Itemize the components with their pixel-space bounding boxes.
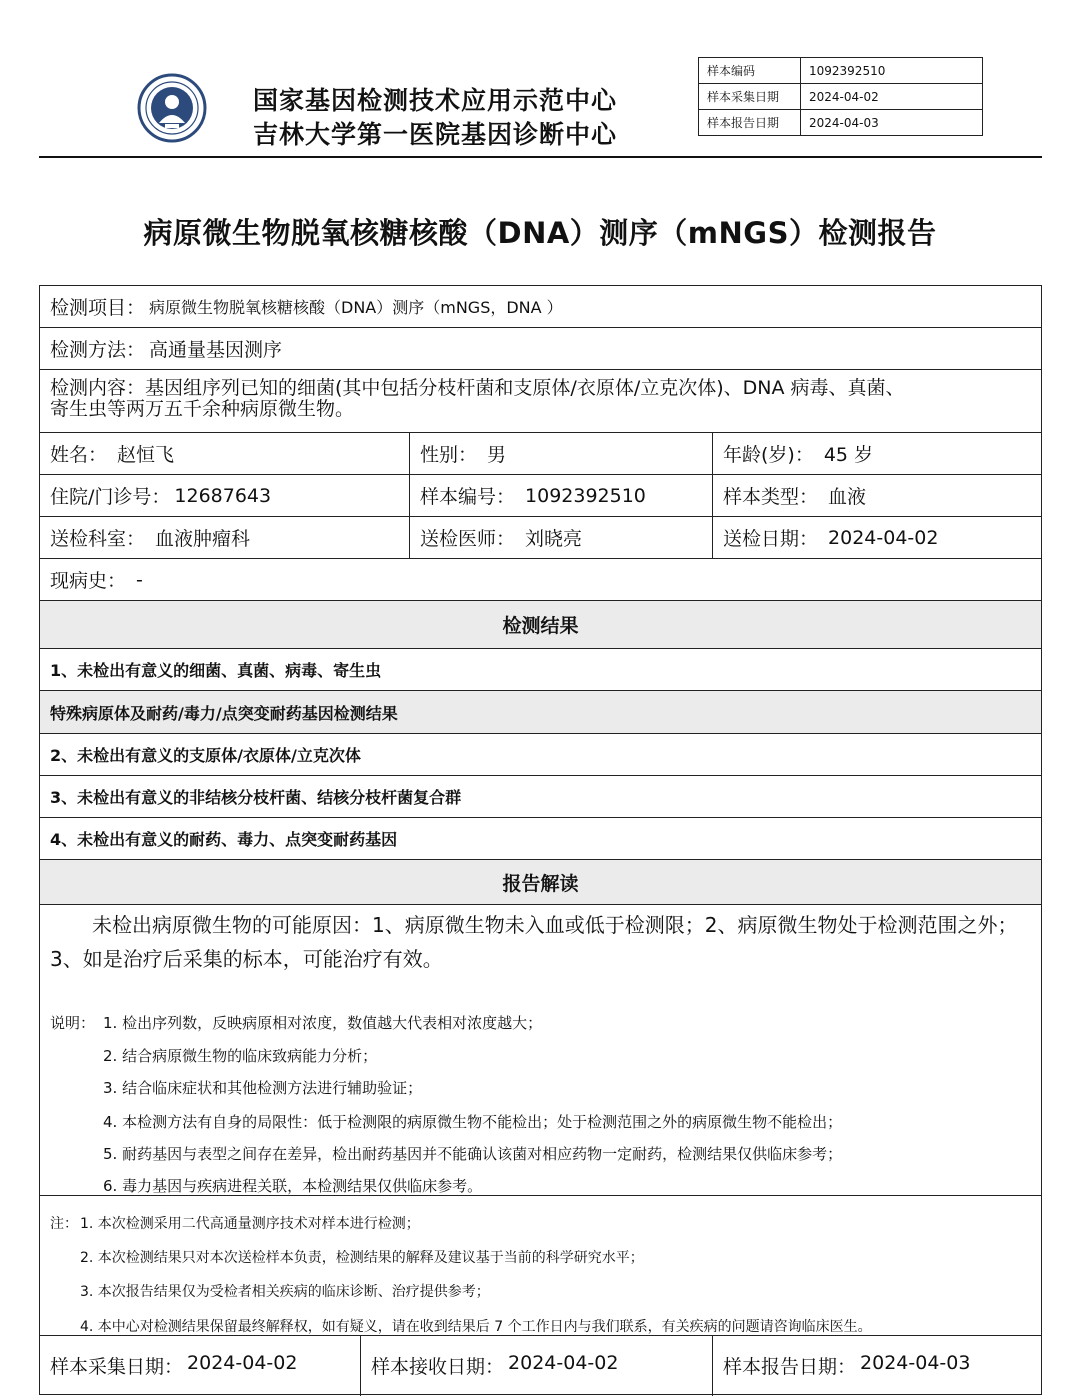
age-label: 年龄(岁)： <box>723 444 814 466</box>
dept: 血液肿瘤科 <box>155 528 251 550</box>
header-divider <box>39 156 1042 158</box>
patient-name: 赵恒飞 <box>117 444 175 466</box>
meta-row-report-date <box>699 110 983 136</box>
footnote-3: 3. 本次报告结果仅为受检者相关疾病的临床诊断、治疗提供参考； <box>80 1284 490 1300</box>
result-1: 1、未检出有意义的细菌、真菌、病毒、寄生虫 <box>50 661 382 680</box>
test-method-label: 检测方法： <box>50 339 146 361</box>
note-2: 2. 结合病原微生物的临床致病能力分析； <box>103 1047 378 1065</box>
patient-id: 12687643 <box>174 484 272 507</box>
university-seal-logo <box>137 73 207 143</box>
results-section-title: 检测结果 <box>502 615 579 637</box>
patient-id-label: 住院/门诊号： <box>50 486 171 508</box>
meta-value: 1092392510 <box>801 58 983 84</box>
report-date: 2024-04-03 <box>860 1352 971 1374</box>
dept-label: 送检科室： <box>50 528 146 550</box>
note-6: 6. 毒力基因与疾病进程关联，本检测结果仅供临床参考。 <box>103 1177 483 1195</box>
footnote-4: 4. 本中心对检测结果保留最终解释权，如有疑义，请在收到结果后 7 个工作日内与我们联系，有关疾病的问题请咨询临床医生。 <box>80 1319 872 1335</box>
row-history <box>40 559 1041 601</box>
row-test-item <box>40 286 1041 328</box>
row-test-content <box>40 370 1041 433</box>
test-content-line2: 寄生虫等两万五千余种病原微生物。 <box>50 398 355 420</box>
receive-date-label: 样本接收日期： <box>371 1356 505 1378</box>
note-5: 5. 耐药基因与表型之间存在差异，检出耐药基因并不能确认该菌对相应药物一定耐药，检测结果仅供临床参考； <box>103 1145 843 1163</box>
row-patient-3 <box>40 517 1041 559</box>
result-2: 2、未检出有意义的支原体/衣原体/立克次体 <box>50 746 361 765</box>
meta-value: 2024-04-02 <box>801 84 983 110</box>
collect-date-label: 样本采集日期： <box>50 1356 184 1378</box>
result-3: 3、未检出有意义的非结核分枝杆菌、结核分枝杆菌复合群 <box>50 788 462 807</box>
note-1: 1. 检出序列数，反映病原相对浓度，数值越大代表相对浓度越大； <box>103 1014 543 1032</box>
meta-label: 样本报告日期 <box>699 110 801 136</box>
row-test-method <box>40 328 1041 370</box>
collect-date: 2024-04-02 <box>187 1352 298 1374</box>
row-special-title <box>40 691 1041 734</box>
interpretation-section-title: 报告解读 <box>502 872 579 895</box>
row-bottom-dates <box>40 1336 1041 1396</box>
report-frame <box>39 285 1042 1395</box>
row-interpretation <box>40 905 1041 1196</box>
row-results-title <box>40 601 1041 649</box>
row-result-2 <box>40 734 1041 776</box>
history-label: 现病史： <box>50 570 127 592</box>
sample-type: 血液 <box>828 486 867 508</box>
footnote-1: 1. 本次检测采用二代高通量测序技术对样本进行检测； <box>80 1216 420 1232</box>
row-footnotes <box>40 1196 1041 1336</box>
doctor-label: 送检医师： <box>420 528 516 550</box>
result-4: 4、未检出有意义的耐药、毒力、点突变耐药基因 <box>50 830 398 849</box>
meta-value: 2024-04-03 <box>801 110 983 136</box>
patient-age: 45 岁 <box>823 444 874 466</box>
center-name-line2: 吉林大学第一医院基因诊断中心 <box>253 120 618 149</box>
report-date-label: 样本报告日期： <box>723 1356 857 1378</box>
notes-label: 说明： <box>50 1014 96 1032</box>
row-patient-1 <box>40 433 1041 475</box>
row-result-1 <box>40 649 1041 691</box>
test-content-label: 检测内容： <box>50 377 146 399</box>
interpretation-paragraph: 未检出病原微生物的可能原因：1、病原微生物未入血或低于检测限；2、病原微生物处于检测范围之外；3、如是治疗后采集的标本，可能治疗有效。 <box>50 913 1018 971</box>
report-title: 病原微生物脱氧核糖核酸（DNA）测序（mNGS）检测报告 <box>143 216 937 250</box>
sample-no: 1092392510 <box>525 484 646 507</box>
meta-label: 样本编码 <box>699 58 801 84</box>
note-4: 4. 本检测方法有自身的局限性：低于检测限的病原微生物不能检出；处于检测范围之外的病原微生物不能检出； <box>103 1113 843 1131</box>
test-item-value: 病原微生物脱氧核糖核酸（DNA）测序（mNGS，DNA ） <box>149 298 563 317</box>
receive-date: 2024-04-02 <box>508 1352 619 1374</box>
note-3: 3. 结合临床症状和其他检测方法进行辅助验证； <box>103 1079 423 1097</box>
footnotes-label: 注： <box>50 1216 78 1232</box>
patient-sex: 男 <box>487 444 507 466</box>
test-method-value: 高通量基因测序 <box>149 339 283 361</box>
row-patient-2 <box>40 475 1041 517</box>
doctor: 刘晓亮 <box>525 528 583 550</box>
sample-meta-table <box>698 57 983 136</box>
sex-label: 性别： <box>420 444 478 466</box>
row-result-3 <box>40 776 1041 818</box>
meta-label: 样本采集日期 <box>699 84 801 110</box>
meta-row-sample-code <box>699 58 983 84</box>
row-result-4 <box>40 818 1041 860</box>
row-interp-title <box>40 860 1041 905</box>
history: - <box>136 568 143 591</box>
sample-no-label: 样本编号： <box>420 486 516 508</box>
meta-row-collect-date <box>699 84 983 110</box>
sample-type-label: 样本类型： <box>723 486 819 508</box>
test-item-label: 检测项目： <box>50 297 146 319</box>
submit-date: 2024-04-02 <box>828 526 939 549</box>
name-label: 姓名： <box>50 444 108 466</box>
center-name-line1: 国家基因检测技术应用示范中心 <box>253 86 618 115</box>
submit-date-label: 送检日期： <box>723 528 819 550</box>
test-content-line1: 基因组序列已知的细菌(其中包括分枝杆菌和支原体/衣原体/立克次体)、DNA 病毒、真菌、 <box>145 377 905 399</box>
footnote-2: 2. 本次检测结果只对本次送检样本负责，检测结果的解释及建议基于当前的科学研究水平； <box>80 1250 644 1266</box>
special-results-title: 特殊病原体及耐药/毒力/点突变耐药基因检测结果 <box>50 703 398 723</box>
